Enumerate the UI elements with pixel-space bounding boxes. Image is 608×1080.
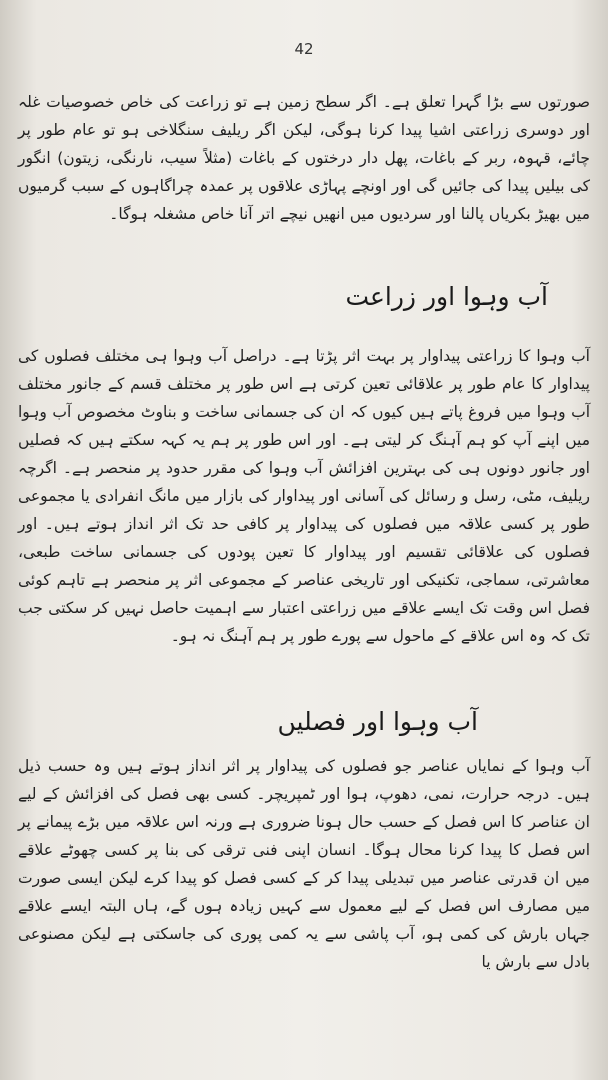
section-heading-climate-agriculture: آب وہوا اور زراعت <box>345 282 548 311</box>
paragraph-climate-crops <box>18 752 590 976</box>
paragraph-text: آب وہوا کے نمایاں عناصر جو فصلوں کی پیداوار پر اثر انداز ہوتے ہیں وہ حسب ذیل ہیں۔ درجہ حرارت، نمی، دھوپ، ہوا اور ٹمپریچر۔ کسی بھی فصل کی افزائش کے لیے ان عناصر کا اس فصل کے حسب حال ہونا ضروری ہے ورنہ اس علاقہ میں بڑے پیمانے پر اس فصل کا پیدا کرنا محال ہوگا۔ انسان اپنی فنی ترقی کی بنا پر کسی چھوٹے علاقے میں ان قدرتی عناصر میں تبدیلی پیدا کر کے کسی فصل کو پیدا کرے لیکن ایسی صورت میں مصارف اس فصل کے لیے معمول سے کہیں زیادہ ہوں گے، ہاں البتہ ایسے علاقے جہاں بارش کی کمی ہو، آب پاشی سے یہ کمی پوری کی جاسکتی ہے لیکن مصنوعی بادل سے بارش یا <box>18 757 590 971</box>
paragraph-text: آب وہوا کا زراعتی پیداوار پر بہت اثر پڑتا ہے۔ دراصل آب وہوا ہی مختلف فصلوں کی پیداوار کا عام طور پر علاقائی تعین کرتی ہے اس طور پر مختلف قسم کے جانور مختلف آب وہوا میں فروغ پاتے ہیں کیوں کہ ان کی جسمانی ساخت و بناوٹ مخصوص آب وہوا میں اپنے آپ کو ہم آہنگ کر لیتی ہے۔ اور اس طور پر ہم یہ کہہ سکتے ہیں کہ فصلیں اور جانور دونوں ہی کی بہترین افزائش آب وہوا کی مقرر حدود پر منحصر ہے۔ اگرچہ ریلیف، مٹی، رسل و رسائل کی آسانی اور پیداوار کی بازار میں مانگ انفرادی یا مجموعی طور پر کسی علاقہ میں فصلوں کی پیداوار پر کافی حد تک اثر انداز ہوتے ہیں۔ اور فصلوں کی علاقائی تقسیم اور پیداوار کا تعین پودوں کی جسمانی ساخت طبعی، معاشرتی، سماجی، تکنیکی اور تاریخی عناصر کے مجموعی اثر پر منحصر ہے تاہم کوئی فصل اس وقت تک ایسے علاقے میں زراعتی اعتبار سے اہمیت حاصل نہیں کر سکتی جب تک کہ وہ اس علاقے کے ماحول سے پورے طور پر ہم آہنگ نہ ہو۔ <box>18 347 590 645</box>
paragraph-intro <box>18 88 590 228</box>
paragraph-text: صورتوں سے بڑا گہرا تعلق ہے۔ اگر سطح زمین ہے تو زراعت کی خاص خصوصیات غلہ اور دوسری زراعتی اشیا پیدا کرنا ہوگی، لیکن اگر ریلیف سنگلاخی ہو تو عام طور پر چائے، قہوہ، ربر کے باغات، پھل دار درختوں کے باغات (مثلاً سیب، نارنگی، زیتون) انگور کی بیلیں پیدا کی جائیں گی اور اونچے پہاڑی علاقوں پر عمدہ چراگاہوں کے سبب گرمیوں میں بھیڑ بکریاں پالنا اور سردیوں میں انھیں نیچے اتر آنا خاص مشغلہ ہوگا۔ <box>18 93 590 223</box>
page-number: 42 <box>294 40 314 58</box>
section-heading-climate-crops: آب وہوا اور فصلیں <box>277 707 478 736</box>
paragraph-climate-agriculture <box>18 342 590 650</box>
